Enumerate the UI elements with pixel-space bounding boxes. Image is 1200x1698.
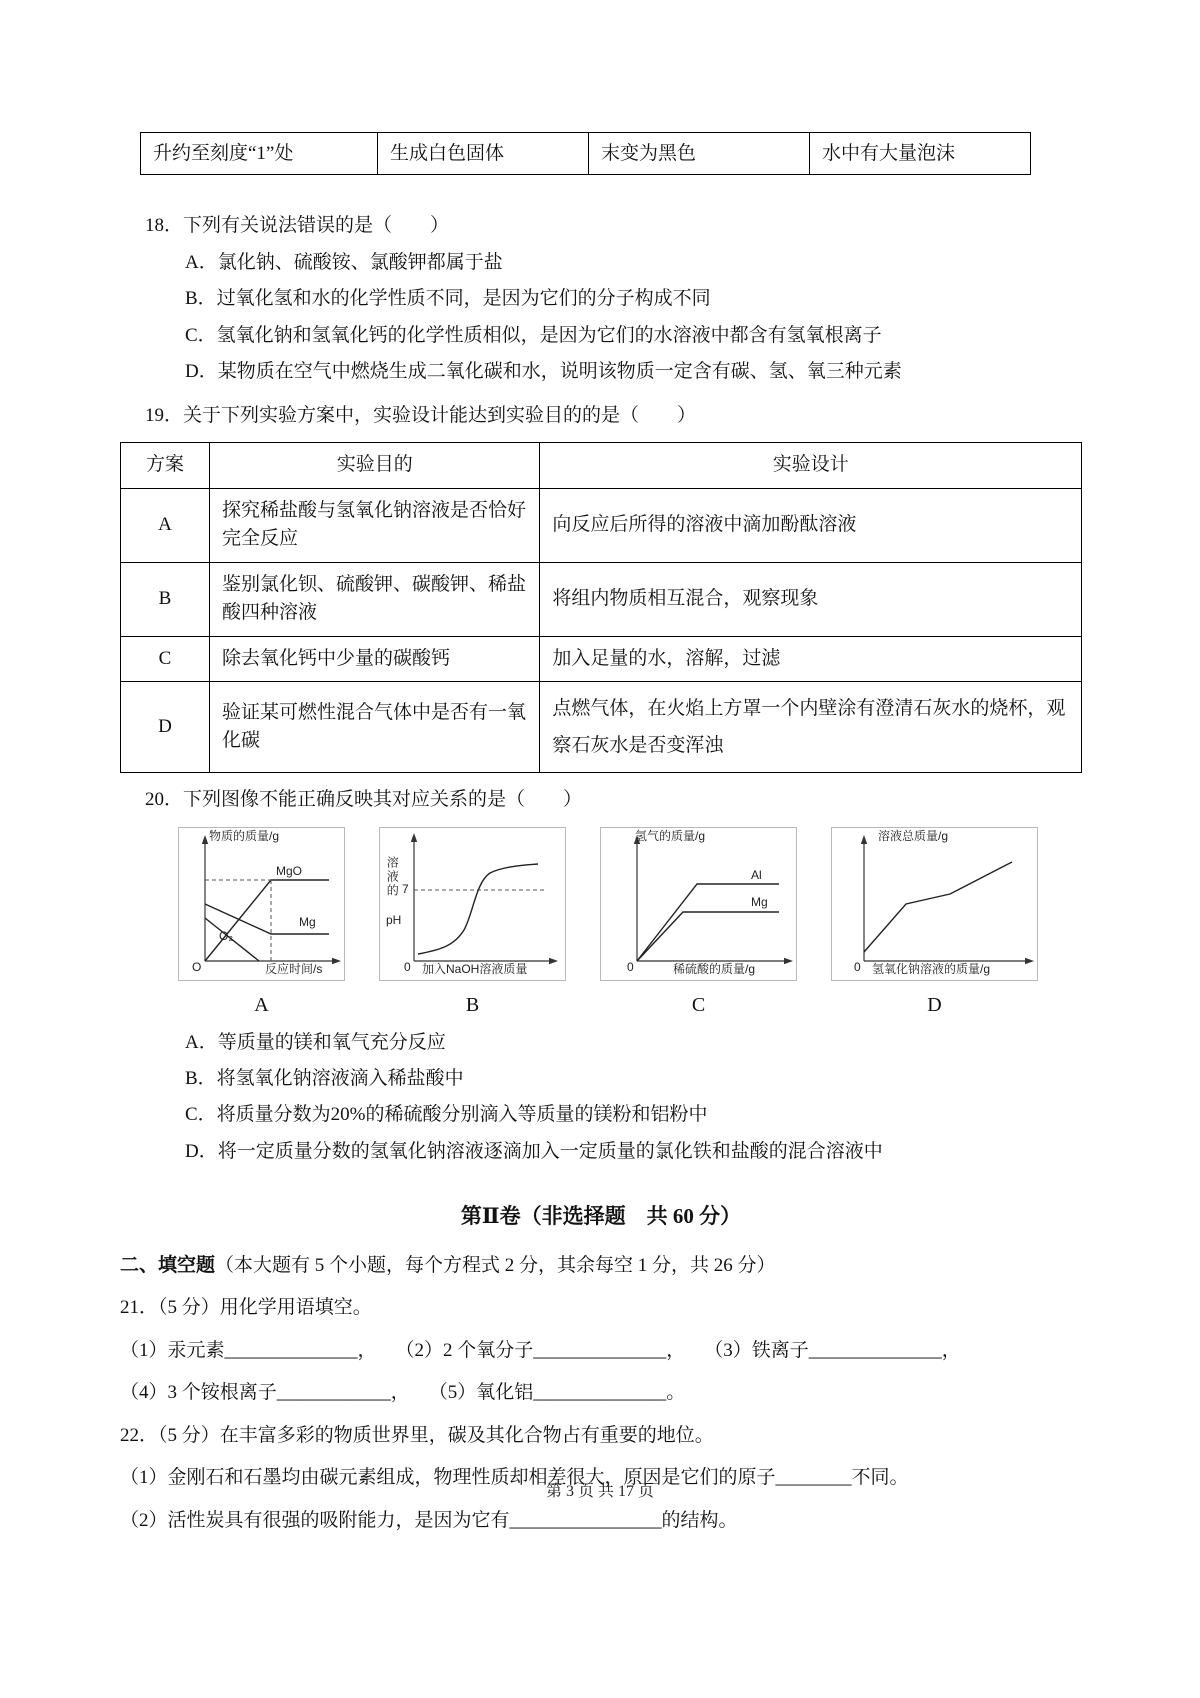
x-axis-arrow [332, 957, 341, 963]
question-21-stem: 21．（5 分）用化学用语填空。 [120, 1297, 372, 1319]
cell-plan: D [121, 682, 210, 773]
question-18-option-d: D．某物质在空气中燃烧生成二氧化碳和水，说明该物质一定含有碳、氢、氧三种元素 [185, 361, 902, 383]
table-row [121, 562, 1082, 636]
question-21-line-1: （1）汞元素______________， （2）2 个氧分子______________， （3）铁离子______________， [120, 1339, 961, 1361]
question-18-option-a: A．氯化钠、硫酸铵、氯酸钾都属于盐 [185, 251, 503, 273]
chart-c-letter: C [691, 993, 706, 1016]
question-19-table [120, 442, 1082, 773]
chart-b-letter: B [465, 993, 480, 1016]
chart-b-series-ph [418, 864, 538, 954]
question-20-graphs [178, 827, 1082, 1021]
chart-b-ylabel: 溶液的 [385, 855, 400, 898]
chart-b [379, 827, 566, 1021]
chart-c-origin: 0 [627, 959, 634, 974]
table-row [121, 636, 1082, 682]
table-row [121, 682, 1082, 773]
chart-b-ylabel-unit: pH [386, 912, 402, 927]
chart-a-label-o2: O₂ [219, 928, 233, 943]
chart-c-series-mg [637, 912, 779, 961]
header-plan: 方案 [121, 443, 210, 489]
table-row [141, 133, 1031, 175]
chart-d-ylabel: 溶液总质量/g [878, 828, 949, 843]
question-22-line-1: （1）金刚石和石墨均由碳元素组成，物理性质却相差很大，原因是它们的原子________不同。 [120, 1467, 909, 1489]
chart-c-xlabel: 稀硫酸的质量/g [673, 961, 756, 976]
cell-plan: B [121, 562, 210, 636]
chart-a [178, 827, 345, 1021]
y-axis-arrow [411, 833, 417, 842]
question-20-option-b: B．将氢氧化钠溶液滴入稀盐酸中 [185, 1068, 464, 1090]
chart-b-tick-7: 7 [402, 881, 409, 896]
cell-plan: C [121, 636, 210, 682]
question-21-line-2: （4）3 个铵根离子____________， （5）氧化铝______________。 [120, 1382, 686, 1404]
question-22-stem: 22．（5 分）在丰富多彩的物质世界里，碳及其化合物占有重要的地位。 [120, 1424, 714, 1446]
chart-d-plot [832, 828, 1037, 980]
top-table-cell: 生成白色固体 [378, 133, 589, 175]
chart-c-ylabel: 氢气的质量/g [635, 828, 706, 843]
chart-a-label-mg: Mg [299, 914, 316, 929]
question-18-option-b: B．过氧化氢和水的化学性质不同，是因为它们的分子构成不同 [185, 288, 711, 310]
chart-a-origin: O [192, 959, 202, 974]
chart-d [831, 827, 1038, 1021]
cell-purpose: 除去氧化钙中少量的碳酸钙 [210, 636, 540, 682]
question-20-stem: 20．下列图像不能正确反映其对应关系的是（ ） [145, 789, 583, 811]
top-table-cell: 末变为黑色 [589, 133, 810, 175]
page-footer: 第 3 页 共 17 页 [545, 1483, 654, 1500]
chart-b-plot [380, 828, 565, 980]
chart-d-xlabel: 氢氧化钠溶液的质量/g [872, 961, 991, 976]
question-19-stem: 19．关于下列实验方案中，实验设计能达到实验目的的是（ ） [145, 404, 697, 426]
top-table [140, 132, 1031, 175]
cell-purpose: 验证某可燃性混合气体中是否有一氧化碳 [210, 682, 540, 773]
question-20-option-d: D．将一定质量分数的氢氧化钠溶液逐滴加入一定质量的氯化铁和盐酸的混合溶液中 [185, 1140, 883, 1162]
chart-d-letter: D [927, 993, 942, 1016]
x-axis-arrow [784, 957, 793, 963]
chart-b-xlabel: 加入NaOH溶液质量 [422, 961, 528, 976]
chart-d-figure [831, 827, 1038, 981]
question-20-option-c: C．将质量分数为20%的稀硫酸分别滴入等质量的镁粉和铝粉中 [185, 1104, 708, 1126]
question-22-line-2: （2）活性炭具有很强的吸附能力，是因为它有________________的结构。 [120, 1509, 738, 1531]
chart-c-figure [600, 827, 797, 981]
section-2-intro-rest: （本大题有 5 个小题，每个方程式 2 分，其余每空 1 分，共 26 分） [215, 1254, 776, 1276]
section-2-intro [120, 1251, 1082, 1280]
section-2-intro-bold: 二、填空题 [120, 1254, 216, 1276]
chart-c [600, 827, 797, 1021]
cell-purpose: 探究稀盐酸与氢氧化钠溶液是否恰好完全反应 [210, 488, 540, 562]
chart-a-label-mgo: MgO [276, 863, 303, 878]
table-header-row [121, 443, 1082, 489]
x-axis-arrow [549, 957, 558, 963]
chart-d-origin: 0 [854, 959, 861, 974]
cell-plan: A [121, 488, 210, 562]
question-18-option-c: C．氢氧化钠和氢氧化钙的化学性质相似，是因为它们的水溶液中都含有氢氧根离子 [185, 324, 882, 346]
cell-design: 加入足量的水，溶解，过滤 [540, 636, 1082, 682]
y-axis-arrow [861, 835, 867, 844]
header-design: 实验设计 [540, 443, 1082, 489]
chart-b-origin: 0 [404, 959, 411, 974]
chart-a-figure [178, 827, 345, 981]
chart-a-xlabel: 反应时间/s [265, 961, 323, 976]
top-table-cell: 升约至刻度“1”处 [141, 133, 378, 175]
header-purpose: 实验目的 [210, 443, 540, 489]
y-axis-arrow [202, 835, 208, 844]
chart-d-series-total-mass [864, 862, 1012, 952]
chart-c-label-mg: Mg [751, 894, 768, 909]
section-2-title: 第Ⅱ卷（非选择题 共 60 分） [460, 1204, 742, 1229]
chart-a-ylabel: 物质的质量/g [209, 828, 280, 843]
table-row [121, 488, 1082, 562]
chart-a-letter: A [254, 993, 269, 1016]
cell-design: 向反应后所得的溶液中滴加酚酞溶液 [540, 488, 1082, 562]
cell-design: 将组内物质相互混合，观察现象 [540, 562, 1082, 636]
chart-c-label-al: Al [751, 867, 762, 882]
x-axis-arrow [1025, 957, 1034, 963]
chart-a-plot [179, 828, 344, 980]
question-20-option-a: A．等质量的镁和氧气充分反应 [185, 1031, 446, 1053]
question-18-stem: 18．下列有关说法错误的是（ ） [145, 215, 450, 237]
top-table-cell: 水中有大量泡沫 [810, 133, 1031, 175]
chart-b-figure [379, 827, 566, 981]
cell-purpose: 鉴别氯化钡、硫酸钾、碳酸钾、稀盐酸四种溶液 [210, 562, 540, 636]
cell-design: 点燃气体，在火焰上方罩一个内壁涂有澄清石灰水的烧杯，观察石灰水是否变浑浊 [540, 682, 1082, 773]
